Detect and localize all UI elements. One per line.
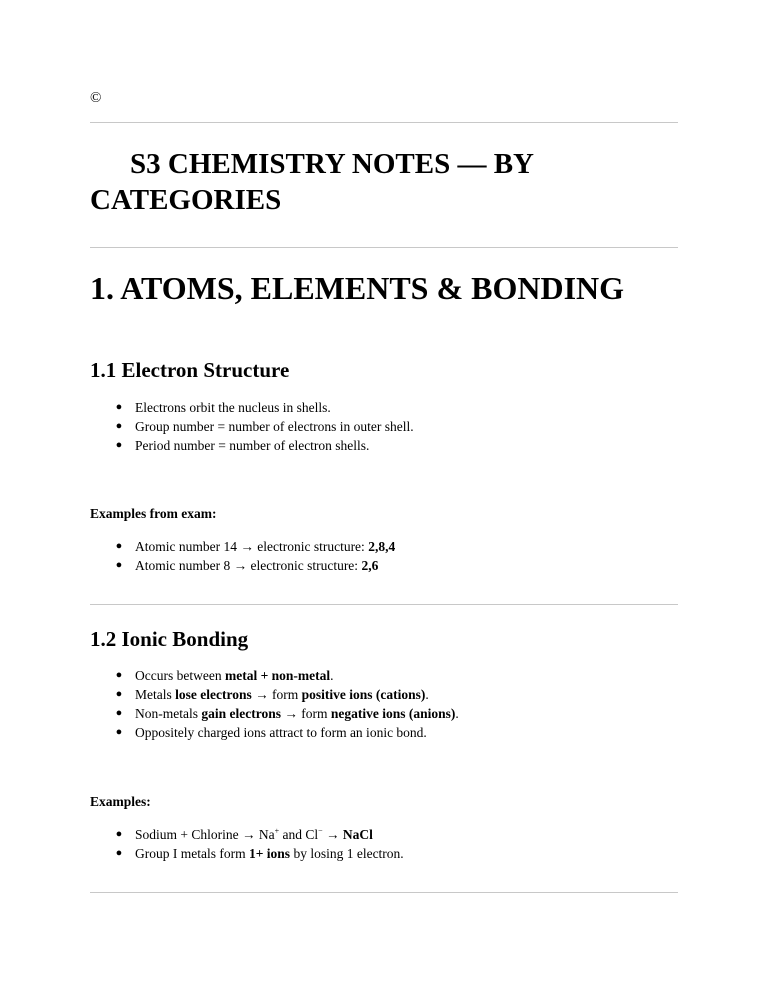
document-title xyxy=(90,146,678,218)
examples-heading: Examples from exam: xyxy=(90,506,217,521)
examples-list xyxy=(90,537,678,575)
bullet-icon: ● xyxy=(115,420,123,432)
divider xyxy=(90,247,678,248)
bullet-list xyxy=(90,666,678,742)
subsection-heading: 1.1 Electron Structure xyxy=(90,358,290,382)
bullet-icon: ● xyxy=(115,688,123,700)
examples-heading: Examples: xyxy=(90,794,151,809)
bullet-icon: ● xyxy=(115,669,123,681)
list-item: ● Electrons orbit the nucleus in shells. xyxy=(115,400,331,415)
list-item: ● Group number = number of electrons in outer shell. xyxy=(115,419,414,434)
bullet-icon: ● xyxy=(115,828,123,840)
section-heading: 1. ATOMS, ELEMENTS & BONDING xyxy=(90,270,625,306)
bullet-list xyxy=(90,398,678,455)
copyright-symbol: © xyxy=(90,90,102,106)
bullet-icon: ● xyxy=(115,847,123,859)
divider xyxy=(90,892,678,893)
bullet-icon: ● xyxy=(115,401,123,413)
list-item: ● Period number = number of electron shells. xyxy=(115,438,370,453)
list-item: ● Non-metals gain electrons → form negative ions (anions). xyxy=(115,706,459,721)
bullet-icon: ● xyxy=(115,726,123,738)
list-item: ● Oppositely charged ions attract to form an ionic bond. xyxy=(115,725,427,740)
bullet-icon: ● xyxy=(115,540,123,552)
examples-list xyxy=(90,825,678,863)
bullet-icon: ● xyxy=(115,439,123,451)
bullet-icon: ● xyxy=(115,707,123,719)
list-item: ● Metals lose electrons → form positive ions (cations). xyxy=(115,687,429,702)
list-item: ● Sodium + Chlorine → Na+ and Cl− → NaCl xyxy=(115,826,373,842)
list-item: ● Atomic number 8 → electronic structure: 2,6 xyxy=(115,558,379,573)
divider xyxy=(90,604,678,605)
divider xyxy=(90,122,678,123)
subsection-heading: 1.2 Ionic Bonding xyxy=(90,627,249,651)
list-item: ● Atomic number 14 → electronic structure: 2,8,4 xyxy=(115,539,396,554)
list-item: ● Group I metals form 1+ ions by losing 1 electron. xyxy=(115,846,404,861)
title-line-1: S3 CHEMISTRY NOTES — BY xyxy=(130,148,534,180)
bullet-icon: ● xyxy=(115,559,123,571)
list-item: ● Occurs between metal + non-metal. xyxy=(115,668,334,683)
title-line-2: CATEGORIES xyxy=(90,184,282,216)
